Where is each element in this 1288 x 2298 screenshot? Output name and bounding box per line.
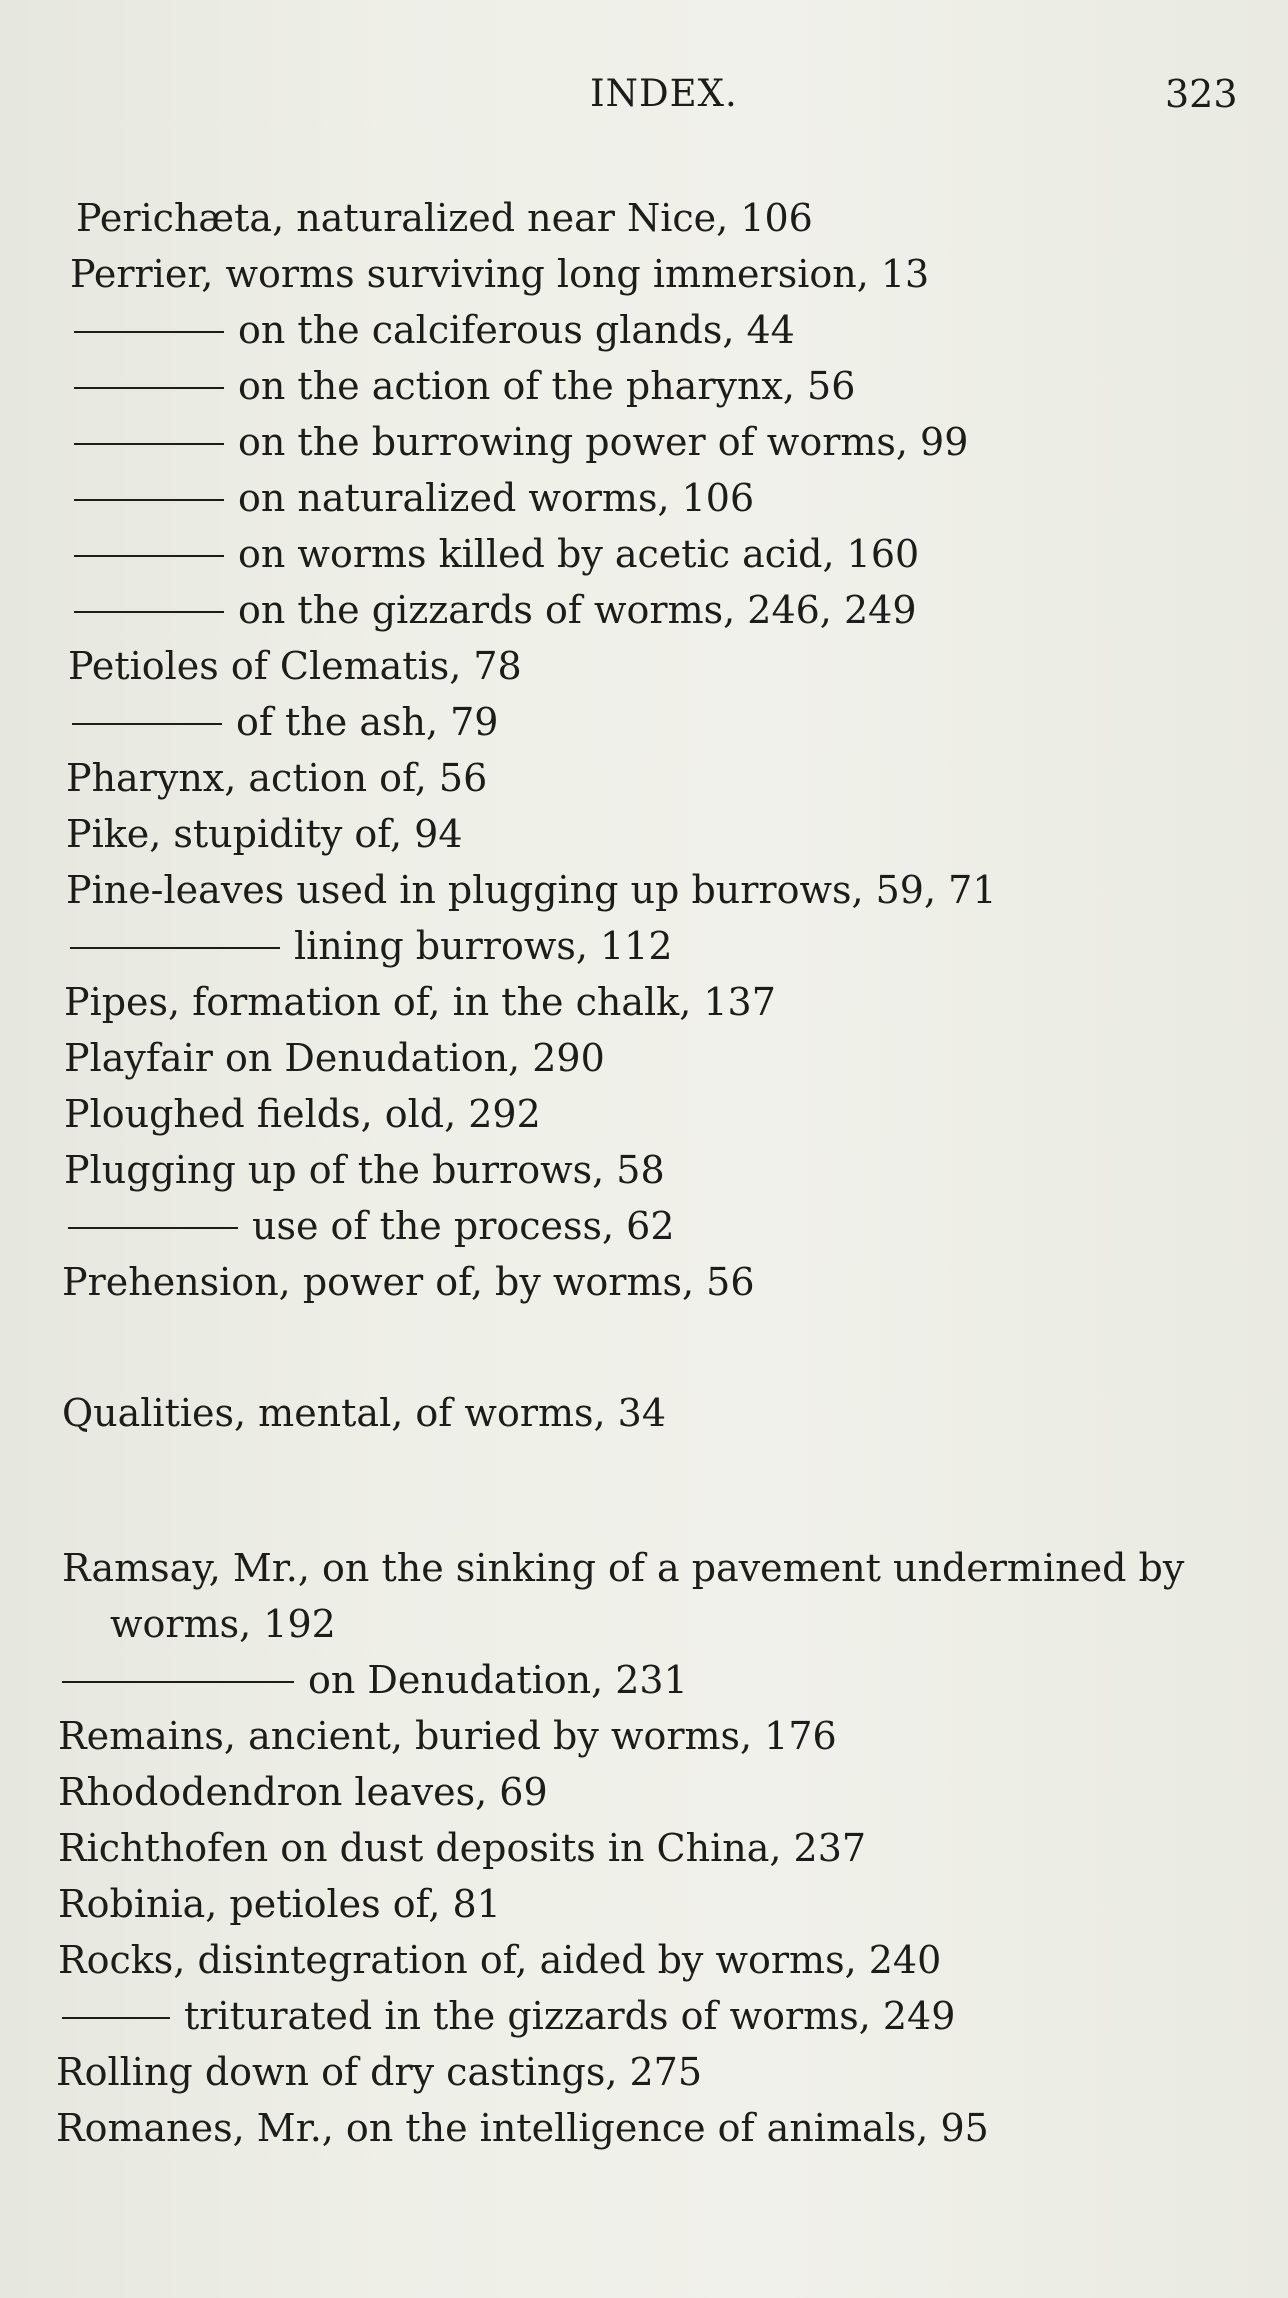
entry-text: Playfair on Denudation, 290 bbox=[64, 1036, 605, 1080]
entry-text: triturated in the gizzards of worms, 249 bbox=[184, 1994, 956, 2038]
ditto-dash bbox=[70, 947, 280, 949]
index-entry-continuation bbox=[0, 918, 1288, 974]
entry-text: lining burrows, 112 bbox=[294, 924, 673, 968]
index-entry bbox=[0, 246, 1288, 302]
ditto-dash bbox=[74, 387, 224, 389]
index-entry bbox=[0, 1254, 1288, 1310]
index-entries bbox=[0, 190, 1288, 2156]
entry-text: Pharynx, action of, 56 bbox=[66, 756, 488, 800]
index-entry bbox=[0, 1708, 1288, 1764]
entry-text: Perichæta, naturalized near Nice, 106 bbox=[76, 196, 813, 240]
index-entry bbox=[0, 1086, 1288, 1142]
entry-text: of the ash, 79 bbox=[236, 700, 499, 744]
running-head bbox=[0, 72, 1288, 128]
ditto-dash bbox=[62, 1681, 294, 1683]
entry-text: Rhododendron leaves, 69 bbox=[58, 1770, 548, 1814]
index-entry-continuation bbox=[0, 470, 1288, 526]
index-entry-continuation bbox=[0, 582, 1288, 638]
index-entry bbox=[0, 190, 1288, 246]
entry-text: on worms killed by acetic acid, 160 bbox=[238, 532, 920, 576]
entry-text: Remains, ancient, buried by worms, 176 bbox=[58, 1714, 837, 1758]
entry-text: on the calciferous glands, 44 bbox=[238, 308, 795, 352]
entry-text: use of the process, 62 bbox=[252, 1204, 675, 1248]
ditto-dash bbox=[72, 723, 222, 725]
ditto-dash bbox=[74, 331, 224, 333]
running-title: INDEX. bbox=[590, 72, 738, 115]
index-entry bbox=[0, 862, 1288, 918]
index-entry-continuation bbox=[0, 526, 1288, 582]
ditto-dash bbox=[62, 2017, 170, 2019]
index-entry-continuation bbox=[0, 302, 1288, 358]
entry-text: Pine-leaves used in plugging up burrows, 59, 71 bbox=[66, 868, 997, 912]
index-entry-continuation bbox=[0, 1198, 1288, 1254]
entry-text: Romanes, Mr., on the intelligence of animals, 95 bbox=[56, 2106, 989, 2150]
index-entry bbox=[0, 2100, 1288, 2156]
entry-text: Pike, stupidity of, 94 bbox=[66, 812, 463, 856]
index-entry bbox=[0, 974, 1288, 1030]
entry-text: on naturalized worms, 106 bbox=[238, 476, 755, 520]
entry-text: on the gizzards of worms, 246, 249 bbox=[238, 588, 917, 632]
index-entry bbox=[0, 1876, 1288, 1932]
entry-text: Pipes, formation of, in the chalk, 137 bbox=[64, 980, 776, 1024]
entry-text: Perrier, worms surviving long immersion, 13 bbox=[70, 252, 930, 296]
ditto-dash bbox=[74, 443, 224, 445]
ditto-dash bbox=[68, 1227, 238, 1229]
index-entry-continuation bbox=[0, 1652, 1288, 1708]
entry-text: Ploughed fields, old, 292 bbox=[64, 1092, 541, 1136]
index-entry bbox=[0, 638, 1288, 694]
index-entry bbox=[0, 1764, 1288, 1820]
index-entry bbox=[0, 1820, 1288, 1876]
ditto-dash bbox=[74, 611, 224, 613]
ditto-dash bbox=[74, 555, 224, 557]
index-entry bbox=[0, 1030, 1288, 1086]
entry-text: Rolling down of dry castings, 275 bbox=[56, 2050, 703, 2094]
index-entry bbox=[0, 1142, 1288, 1198]
entry-text: Rocks, disintegration of, aided by worms, 240 bbox=[58, 1938, 942, 1982]
entry-text: Petioles of Clematis, 78 bbox=[68, 644, 522, 688]
entry-text: Ramsay, Mr., on the sinking of a pavement undermined by worms, 192 bbox=[62, 1546, 1185, 1646]
index-entry-continuation bbox=[0, 414, 1288, 470]
index-entry bbox=[0, 750, 1288, 806]
index-entry-continuation bbox=[0, 1988, 1288, 2044]
index-entry-continuation bbox=[0, 694, 1288, 750]
entry-text: Richthofen on dust deposits in China, 237 bbox=[58, 1826, 867, 1870]
index-entry bbox=[0, 806, 1288, 862]
entry-text: Robinia, petioles of, 81 bbox=[58, 1882, 501, 1926]
index-entry-continuation bbox=[0, 358, 1288, 414]
ditto-dash bbox=[74, 499, 224, 501]
page-number: 323 bbox=[1165, 72, 1238, 116]
entry-text: Prehension, power of, by worms, 56 bbox=[62, 1260, 755, 1304]
entry-text: on the burrowing power of worms, 99 bbox=[238, 420, 969, 464]
entry-text: Plugging up of the burrows, 58 bbox=[64, 1148, 665, 1192]
index-entry bbox=[0, 1932, 1288, 1988]
index-entry bbox=[62, 1540, 1288, 1652]
index-entry bbox=[0, 2044, 1288, 2100]
index-entry bbox=[0, 1385, 1288, 1441]
entry-text: on the action of the pharynx, 56 bbox=[238, 364, 856, 408]
entry-text: Qualities, mental, of worms, 34 bbox=[62, 1391, 667, 1435]
entry-text: on Denudation, 231 bbox=[308, 1658, 688, 1702]
